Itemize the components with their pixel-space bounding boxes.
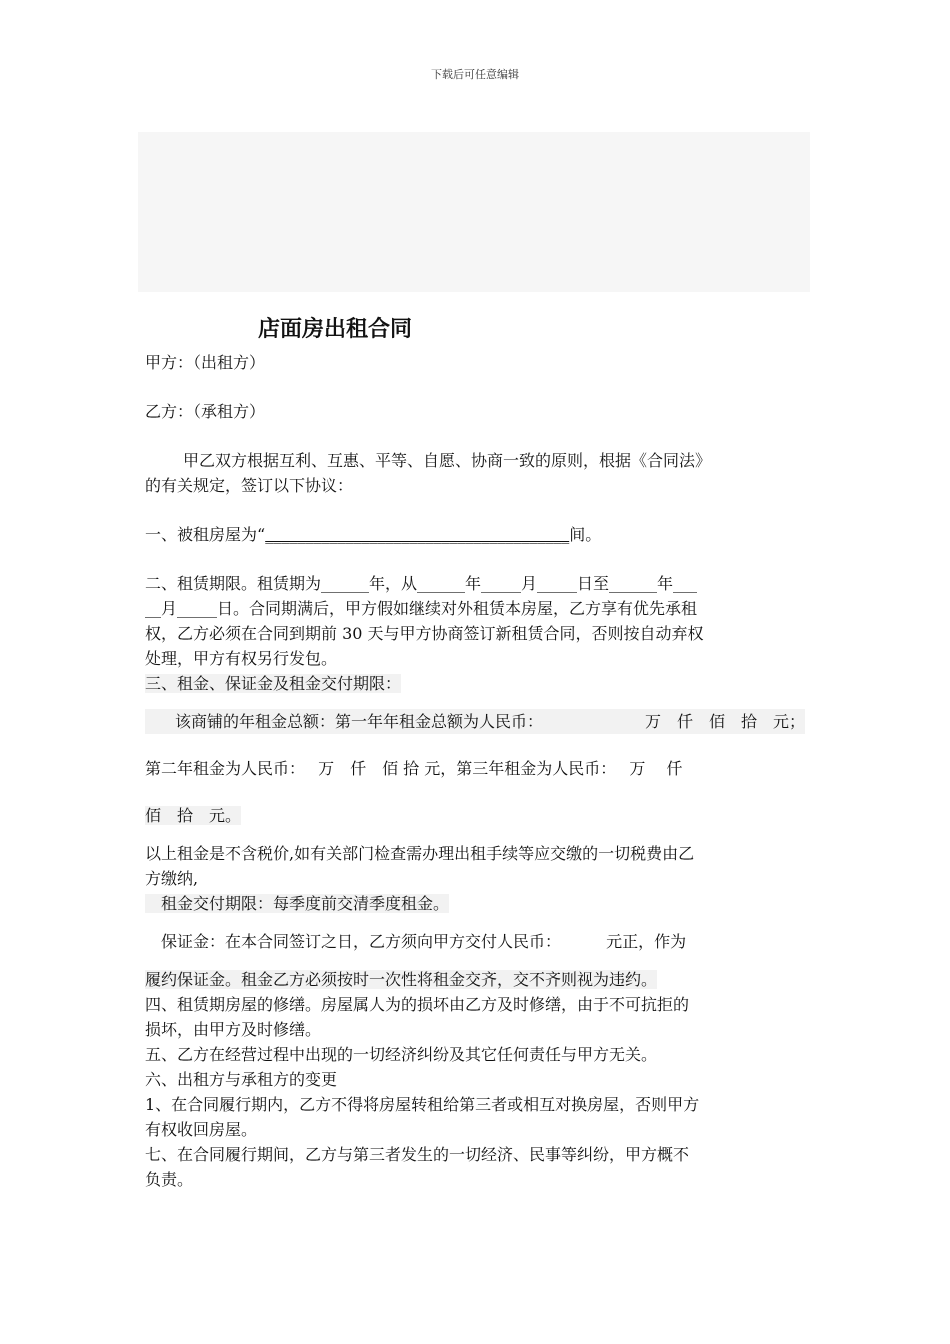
item1-blank: ______________________________________ bbox=[265, 525, 570, 544]
item6-clause1-line-2: 有权收回房屋。 bbox=[145, 1120, 258, 1139]
item4-line-2: 损坏，由甲方及时修缮。 bbox=[145, 1020, 322, 1039]
deposit-line-1: 保证金：在本合同签订之日，乙方须向甲方交付人民币： 元正，作为 bbox=[145, 932, 687, 951]
image-placeholder bbox=[138, 132, 810, 292]
item6-heading: 六、出租方与承租方的变更 bbox=[145, 1070, 338, 1089]
intro-line-1: 甲乙双方根据互利、互惠、平等、自愿、协商一致的原则，根据《合同法》 bbox=[167, 451, 712, 470]
party-b-line: 乙方：（承租方） bbox=[145, 402, 266, 421]
item4-line-1: 四、租赁期房屋的修缮。房屋属人为的损坏由乙方及时修缮，由于不可抗拒的 bbox=[145, 995, 690, 1014]
item5-line: 五、乙方在经营过程中出现的一切经济纠纷及其它任何责任与甲方无关。 bbox=[145, 1045, 658, 1064]
payment-term bbox=[145, 891, 810, 916]
contract-body bbox=[145, 350, 810, 1192]
tax-line-1: 以上租金是不含税价,如有关部门检查需办理出租手续等应交缴的一切税费由乙 bbox=[145, 844, 695, 863]
item3-text: 三、租金、保证金及租金交付期限： bbox=[145, 674, 402, 693]
party-a-line: 甲方：（出租方） bbox=[145, 353, 266, 372]
item2-line-1: 二、租赁期限。租赁期为______年，从______年_____月_____日至______年___ bbox=[145, 574, 698, 593]
intro-line-2: 的有关规定，签订以下协议： bbox=[145, 476, 354, 495]
item7-line-1: 七、在合同履行期间，乙方与第三者发生的一切经济、民事等纠纷，甲方概不 bbox=[145, 1145, 690, 1164]
tax-line-2: 方缴纳, bbox=[145, 869, 199, 888]
rent-first-year-units: 万 仟 佰 拾 元； bbox=[644, 712, 805, 731]
item2-line-4: 处理，甲方有权另行发包。 bbox=[145, 649, 338, 668]
rent-first-year bbox=[145, 709, 805, 734]
item3-heading bbox=[145, 671, 810, 696]
item7-line-2: 负责。 bbox=[145, 1170, 194, 1189]
header-note: 下载后可任意编辑 bbox=[431, 68, 519, 81]
payment-term-text: 租金交付期限：每季度前交清季度租金。 bbox=[145, 894, 450, 913]
item1-prefix: 一、被租房屋为“ bbox=[145, 525, 266, 544]
rent-second-third-year: 第二年租金为人民币： 万 仟 佰 拾 元，第三年租金为人民币： 万 仟 bbox=[145, 759, 683, 778]
item2-line-2: __月_____日。合同期满后，甲方假如继续对外租赁本房屋，乙方享有优先承租 bbox=[145, 599, 698, 618]
rent-first-year-text: 该商铺的年租金总额：第一年年租金总额为人民币： bbox=[175, 712, 544, 731]
item1-line bbox=[145, 522, 810, 547]
item6-clause1-line-1: 1、在合同履行期内，乙方不得将房屋转租给第三者或相互对换房屋，否则甲方 bbox=[145, 1095, 700, 1114]
item2-line-3: 权，乙方必须在合同到期前 30 天与甲方协商签订新租赁合同，否则按自动弃权 bbox=[145, 624, 704, 643]
rent-third-year-end bbox=[145, 803, 810, 828]
deposit-line-2-text: 履约保证金。租金乙方必须按时一次性将租金交齐，交不齐则视为违约。 bbox=[145, 970, 658, 989]
item1-suffix: 间。 bbox=[569, 525, 602, 544]
deposit-line-2 bbox=[145, 967, 810, 992]
rent-third-year-end-text: 佰 拾 元。 bbox=[145, 806, 242, 825]
page-title: 店面房出租合同 bbox=[258, 317, 413, 342]
